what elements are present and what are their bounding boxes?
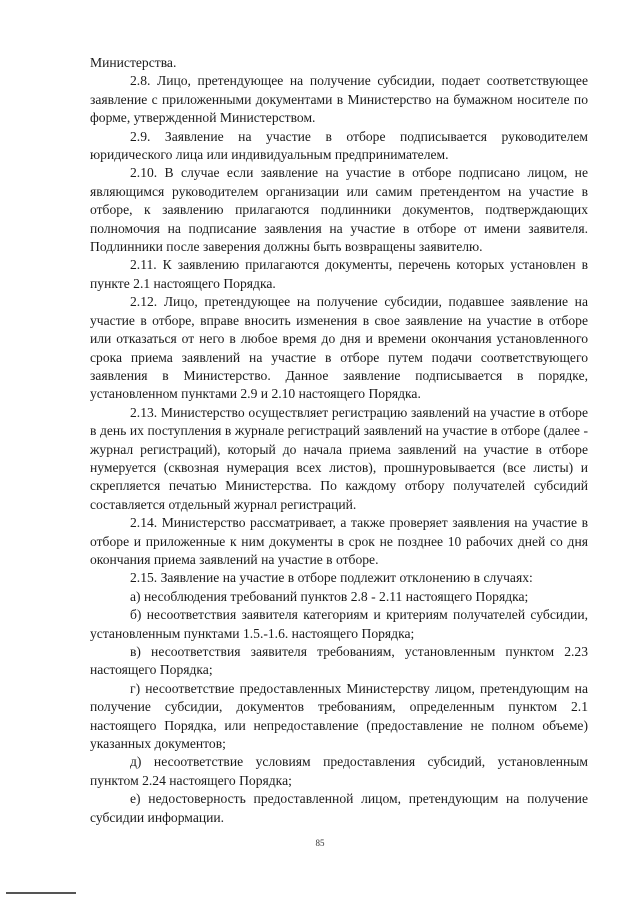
list-item-a: а) несоблюдения требований пунктов 2.8 - 2.11 настоящего Порядка; — [130, 588, 529, 604]
page-number: 85 — [315, 838, 325, 848]
list-item-v: в) несоответствия заявителя требованиям, установленным пунктом 2.23 настоящего Порядка; — [90, 644, 588, 678]
paragraph-2-11: 2.11. К заявлению прилагаются документы, перечень которых установлен в пункте 2.1 настоящего Порядка. — [90, 257, 588, 291]
paragraph-2-9: 2.9. Заявление на участие в отборе подписывается руководителем юридического лица или индивидуальным предпринимателем. — [90, 128, 588, 163]
list-item-b: б) несоответствия заявителя категориям и критериям получателей субсидии, установленным пунктами 1.5.-1.6. настоящего Порядка; — [90, 607, 588, 641]
list-item-d: д) несоответствие условиям предоставления субсидий, установленным пунктом 2.24 настоящего Порядка; — [90, 754, 588, 788]
paragraph-2-10: 2.10. В случае если заявление на участие в отборе подписано лицом, не являющимся руководителем организации или самим претендентом на участие в отборе, к заявлению прилагаются подлинники документов, подтверждающих полномочия на подписание заявления на участие в отборе от имени заявителя. Подлинники после заверения должны быть возвращены заявителю. — [90, 165, 588, 255]
scan-edge-mark — [6, 892, 76, 894]
paragraph-2-14: 2.14. Министерство рассматривает, а также проверяет заявления на участие в отборе и приложенные к ним документы в срок не позднее 10 рабочих дней со дня окончания приема заявлений на участие в отборе. — [90, 515, 588, 567]
list-item-g: г) несоответствие предоставленных Министерству лицом, претендующим на получение субсидии, документов требованиям, определенным пунктом 2.1 настоящего Порядка, или непредоставление (предоставление не полном объеме) указанных документов; — [90, 680, 588, 752]
paragraph-2-12: 2.12. Лицо, претендующее на получение субсидии, подавшее заявление на участие в отборе, вправе вносить изменения в свое заявление на участие в отборе или отказаться от него в любое время до дня и времени окончания установленного срока приема заявлений на участие в отборе путем подачи соответствующего заявления в Министерство. Данное заявление подписывается в порядке, установленном пунктами 2.9 и 2.10 настоящего Порядка. — [90, 294, 588, 402]
paragraph-2-8: 2.8. Лицо, претендующее на получение субсидии, подает соответствующее заявление с приложенными документами в Министерство на бумажном носителе по форме, утвержденной Министерством. — [90, 73, 588, 126]
document-body — [90, 54, 588, 827]
paragraph-2-13: 2.13. Министерство осуществляет регистрацию заявлений на участие в отборе в день их поступления в журнале регистраций заявлений на участие в отборе (далее - журнал регистраций), который до начала приема заявлений на участие в отборе нумеруется (сквозная нумерация всех листов), прошнуровывается (все листы) и скрепляется печатью Министерства. По каждому отбору получателей субсидий составляется отдельный журнал регистраций. — [90, 404, 588, 512]
paragraph-2-15: 2.15. Заявление на участие в отборе подлежит отклонению в случаях: — [130, 570, 533, 586]
list-item-e: е) недостоверность предоставленной лицом, претендующим на получение субсидии информации. — [90, 791, 588, 825]
paragraph-continuation: Министерства. — [90, 55, 177, 70]
